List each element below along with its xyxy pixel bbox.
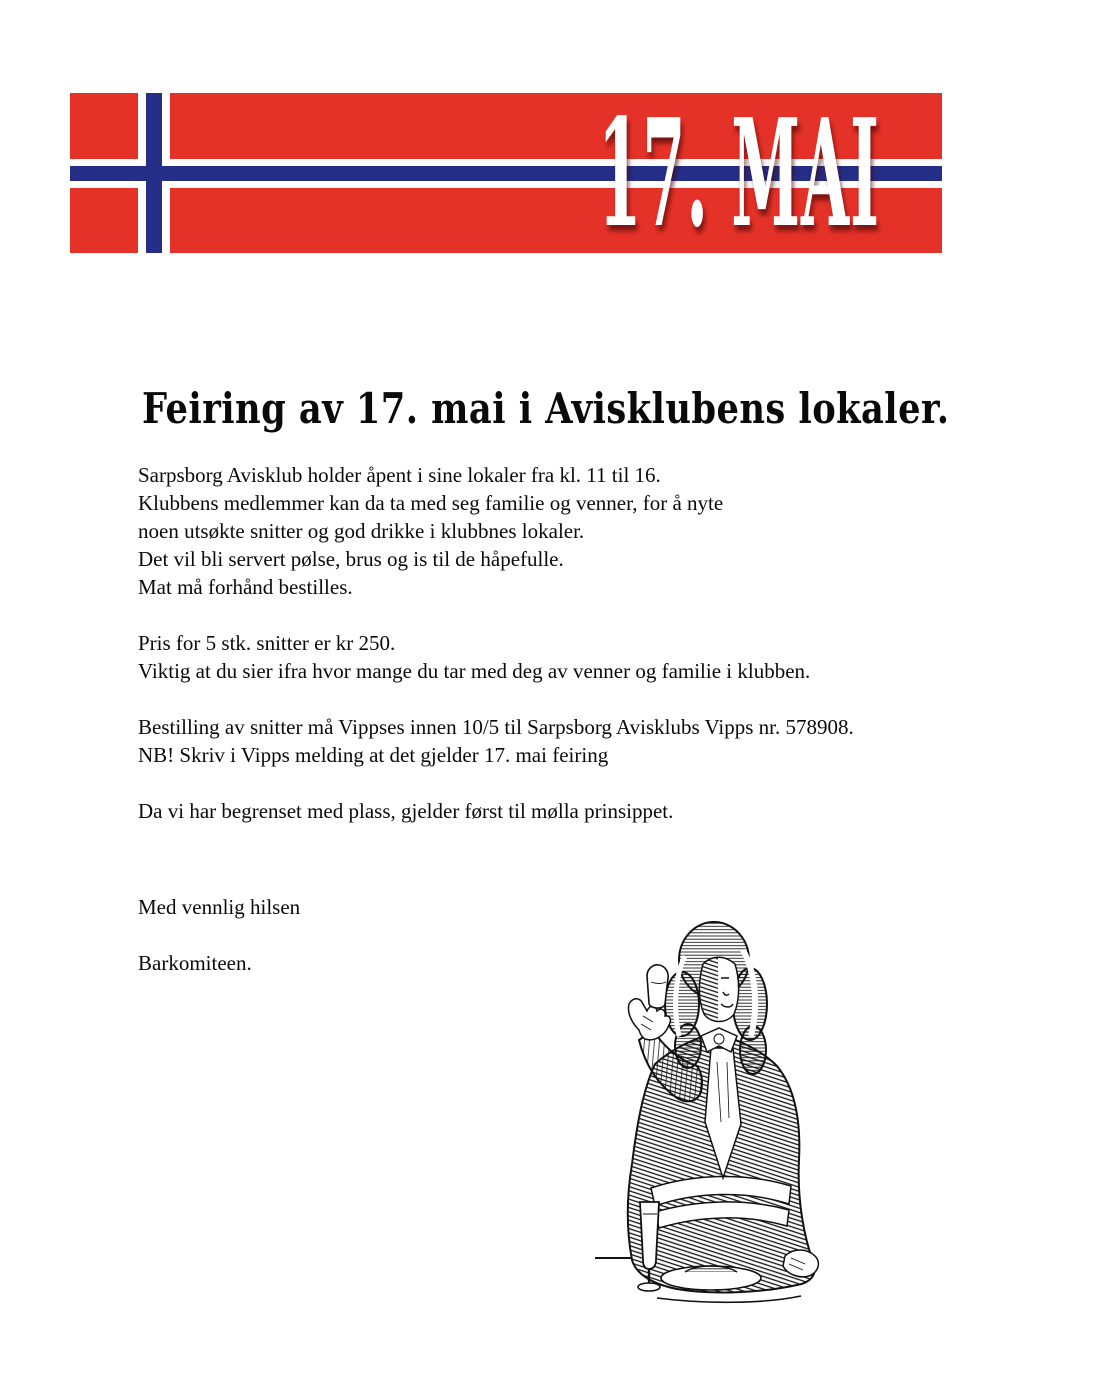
banner-17-mai-text: 17. MAI	[598, 93, 880, 253]
resting-hand	[783, 1250, 818, 1277]
text-line: Bestilling av snitter må Vippses innen 10/5 til Sarpsborg Avisklubs Vipps nr. 578908.	[138, 715, 854, 739]
paragraph-opening-hours	[138, 461, 1008, 601]
text-line: Mat må forhånd bestilles.	[138, 575, 353, 599]
paragraph-capacity	[138, 797, 1008, 825]
raised-glass	[628, 965, 670, 1040]
text-line: noen utsøkte snitter og god drikke i klubbnes lokaler.	[138, 519, 585, 543]
closing-line: Med vennlig hilsen	[138, 895, 301, 919]
gentleman-toast-illustration	[593, 912, 825, 1310]
face	[699, 957, 738, 1022]
page-title: Feiring av 17. mai i Avisklubens lokaler.	[142, 384, 950, 433]
body-text	[138, 461, 1008, 853]
text-line: Viktig at du sier ifra hvor mange du tar med deg av venner og familie i klubben.	[138, 659, 811, 683]
text-line: Sarpsborg Avisklub holder åpent i sine lokaler fra kl. 11 til 16.	[138, 463, 661, 487]
norwegian-flag-banner	[70, 93, 942, 253]
signature-line: Barkomiteen.	[138, 951, 252, 975]
text-line: Det vil bli servert pølse, brus og is til de håpefulle.	[138, 547, 564, 571]
text-line: Da vi har begrenset med plass, gjelder først til mølla prinsippet.	[138, 799, 674, 823]
text-line: Pris for 5 stk. snitter er kr 250.	[138, 631, 396, 655]
plate	[661, 1266, 761, 1290]
text-line: NB! Skriv i Vipps melding at det gjelder 17. mai feiring	[138, 743, 609, 767]
text-line: Klubbens medlemmer kan da ta med seg familie og venner, for å nyte	[138, 491, 724, 515]
paragraph-ordering	[138, 713, 1008, 769]
paragraph-price	[138, 629, 1008, 685]
